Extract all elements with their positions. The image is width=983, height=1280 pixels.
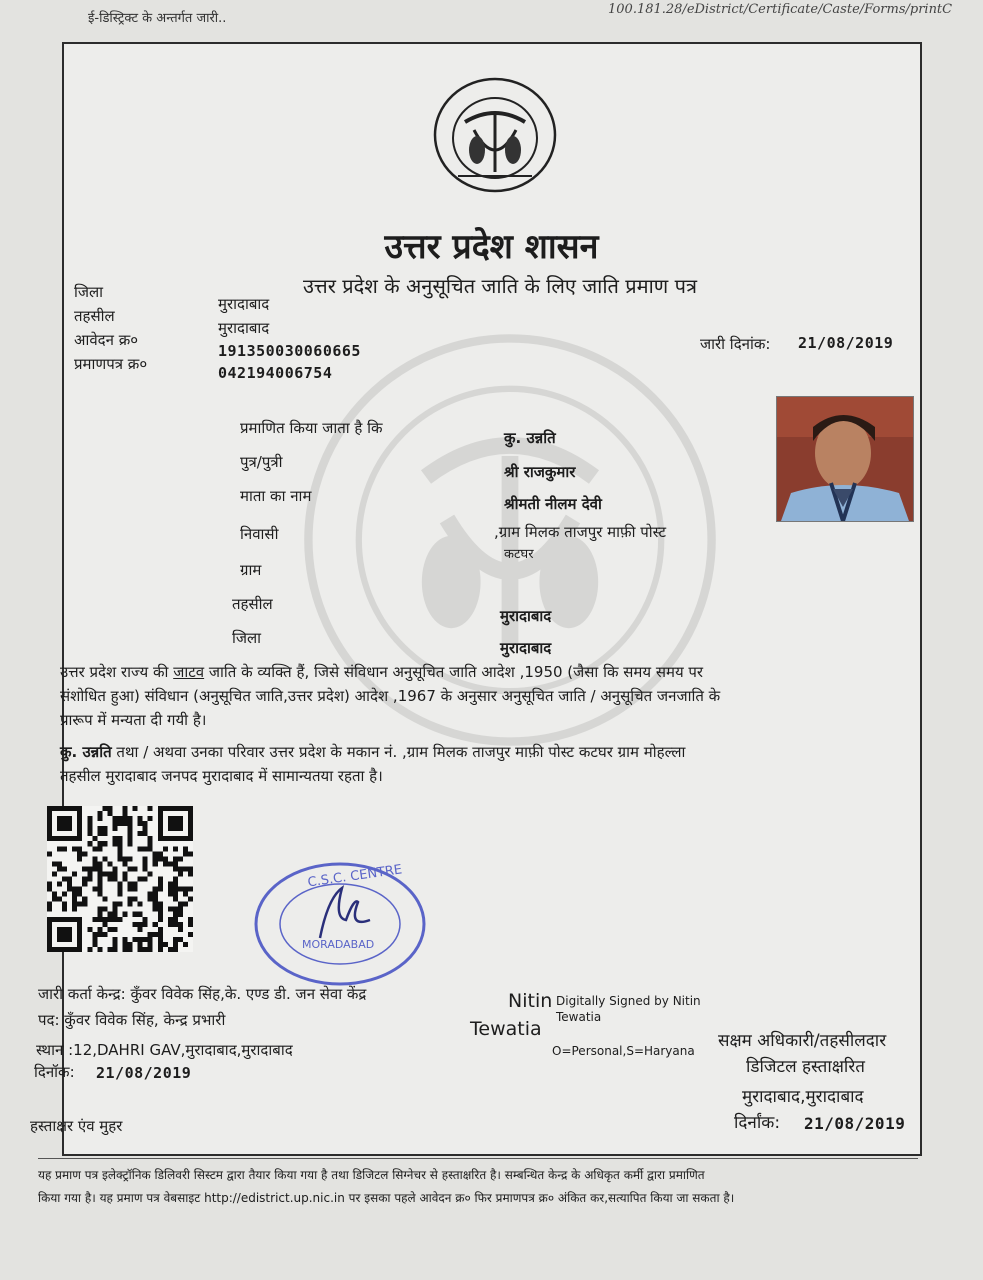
certificate-subtitle: उत्तर प्रदेश के अनुसूचित जाति के लिए जाति प्रमाण पत्र — [302, 274, 698, 298]
digitally-signed-by-2: Tewatia — [556, 1010, 602, 1024]
authority-date-label: दिर्नांक: — [734, 1113, 781, 1133]
district-value: मुरादाबाद — [218, 295, 270, 313]
mother-name: श्रीमती नीलम देवी — [504, 495, 602, 513]
issuer-post: पद: कुँवर विवेक सिंह, केन्द्र प्रभारी — [38, 1011, 226, 1029]
authority-designation: सक्षम अधिकारी/तहसीलदार — [718, 1031, 887, 1051]
district-label: जिला — [74, 283, 104, 301]
resident-line-2: कटघर — [504, 547, 534, 562]
tehsil-label: तहसील — [74, 307, 115, 325]
applicant-photo — [776, 396, 914, 522]
issue-date-value: 21/08/2019 — [798, 334, 894, 352]
caste-paragraph — [60, 660, 890, 732]
signer-first-name: Nitin — [508, 990, 553, 1012]
footer-line-2: किया गया है। यह प्रमाण पत्र वेबसाइट http://edistrict.up.nic.in पर इसका पहले आवेदन क्र० फिर प्रमाणपत्र क्र० अंकित कर,सत्यापित किया जा सकता है। — [38, 1191, 735, 1205]
p2-name: कु. उन्नति — [60, 743, 112, 761]
stamp-top-text: C.S.C. CENTRE — [306, 862, 404, 891]
footer-disclaimer — [38, 1164, 938, 1210]
certified-label: प्रमाणित किया जाता है कि — [240, 419, 383, 437]
resident-label: निवासी — [240, 525, 279, 543]
top-url: 100.181.28/eDistrict/Certificate/Caste/Forms/printC — [608, 2, 953, 17]
footer-line-1: यह प्रमाण पत्र इलेक्ट्रॉनिक डिलिवरी सिस्टम द्वारा तैयार किया गया है तथा डिजिटल सिग्नेचर से हस्ताक्षरित है। सम्बन्धित केन्द्र के अधिकृत कर्मी द्वारा प्रमाणित — [38, 1168, 705, 1182]
person-district-value: मुरादाबाद — [500, 639, 552, 657]
signer-org: O=Personal,S=Haryana — [552, 1044, 695, 1058]
residence-paragraph — [60, 740, 890, 788]
p1-line1-post: जाति के व्यक्ति हैं, जिसे संविधान अनुसूचित जाति आदेश ,1950 (जैसा कि समय समय पर — [204, 663, 704, 681]
resident-line-1: ,ग्राम मिलक ताजपुर माफ़ी पोस्ट — [494, 523, 667, 541]
caste-name: जाटव — [173, 663, 205, 681]
application-no-value: 191350030060665 — [218, 342, 361, 360]
p1-line1-pre: उत्तर प्रदेश राज्य की — [60, 663, 174, 681]
issuer-date-label: दिनॉक: — [34, 1063, 75, 1081]
father-name: श्री राजकुमार — [504, 463, 576, 481]
csc-centre-stamp-icon — [250, 858, 430, 988]
person-tehsil-value: मुरादाबाद — [500, 607, 552, 625]
tehsil-value: मुरादाबाद — [218, 319, 270, 337]
certificate-no-label: प्रमाणपत्र क्र० — [74, 355, 148, 373]
issuer-centre: जारी कर्ता केन्द्र: कुँवर विवेक सिंह,के. एण्ड डी. जन सेवा केंद्र — [38, 985, 367, 1003]
authority-location: मुरादाबाद,मुरादाबाद — [742, 1087, 864, 1107]
relation-label: पुत्र/पुत्री — [240, 453, 283, 471]
issuer-date-value: 21/08/2019 — [96, 1064, 192, 1082]
issuer-place: स्थान :12,DAHRI GAV,मुरादाबाद,मुरादाबाद — [36, 1041, 293, 1059]
top-note: ई-डिस्ट्रिक्ट के अन्तर्गत जारी.. — [88, 11, 227, 26]
application-no-label: आवेदन क्र० — [74, 331, 139, 349]
qr-code-icon — [46, 806, 194, 952]
village-label: ग्राम — [240, 561, 262, 579]
page-title: उत्तर प्रदेश शासन — [384, 227, 599, 267]
p2-line1-post: तथा / अथवा उनका परिवार उत्तर प्रदेश के मकान नं. ,ग्राम मिलक ताजपुर माफ़ी पोस्ट कटघर ग्राम मोहल्ला — [111, 743, 686, 761]
p2-line2: तहसील मुरादाबाद जनपद मुरादाबाद में सामान्यतया रहता है। — [60, 767, 383, 785]
up-govt-emblem-icon — [430, 74, 560, 196]
digitally-signed-by: Digitally Signed by Nitin — [556, 994, 701, 1008]
certificate-no-value: 042194006754 — [218, 364, 333, 382]
footer-divider — [38, 1158, 918, 1159]
signer-last-name: Tewatia — [470, 1018, 542, 1040]
stamp-center-text: MORADABAD — [302, 938, 375, 951]
issue-date-label: जारी दिनांक: — [700, 335, 771, 353]
authority-date-value: 21/08/2019 — [804, 1114, 906, 1133]
person-district-label: जिला — [232, 629, 262, 647]
authority-digital-signed: डिजिटल हस्ताक्षरित — [746, 1057, 865, 1077]
p1-line3: प्रारूप में मन्यता दी गयी है। — [60, 711, 207, 729]
person-tehsil-label: तहसील — [232, 595, 273, 613]
sign-and-seal-label: हस्ताक्षर एंव मुहर — [30, 1117, 123, 1135]
applicant-name: कु. उन्नति — [504, 429, 556, 447]
p1-line2: संशोधित हुआ) संविधान (अनुसूचित जाति,उत्तर प्रदेश) आदेश ,1967 के अनुसार अनुसूचित जाति / अनुसूचित जनजाति के — [60, 687, 721, 705]
mother-label: माता का नाम — [240, 487, 312, 505]
